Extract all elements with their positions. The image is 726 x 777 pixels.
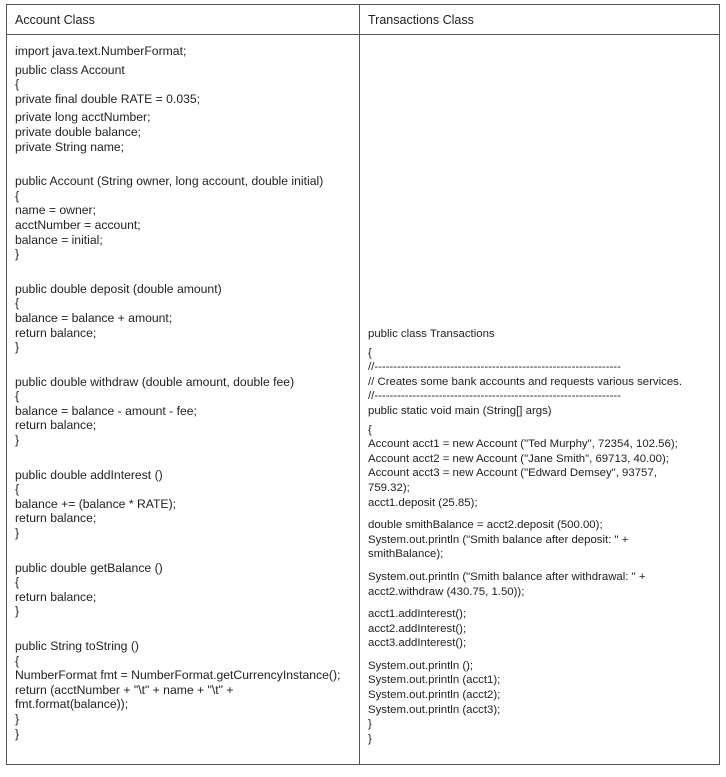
code-line: return balance;: [15, 325, 97, 340]
code-line: Account acct1 = new Account ("Ted Murphy", 72354, 102.56);: [368, 438, 678, 451]
code-line: public static void main (String[] args): [368, 404, 552, 417]
code-line: }: [15, 433, 20, 448]
code-line: {: [15, 482, 20, 497]
code-line: {: [368, 423, 372, 436]
code-line: return balance;: [15, 511, 97, 526]
transactions-class-code: [368, 327, 713, 746]
code-line: {: [15, 653, 20, 668]
code-line: private long acctNumber;: [15, 110, 151, 125]
code-line: }: [15, 526, 20, 541]
code-line: //-----------------------------------------------------------------: [368, 390, 621, 403]
code-line: return balance;: [15, 418, 97, 433]
code-line: System.out.println (acct2);: [368, 689, 501, 702]
code-line: public class Account: [15, 62, 125, 77]
header-account-class: Account Class: [7, 5, 360, 35]
code-line: }: [368, 732, 372, 745]
code-line: public String toString (): [15, 639, 139, 653]
column-divider: [359, 5, 360, 764]
code-line: smithBalance);: [368, 548, 444, 561]
code-line: }: [15, 711, 20, 726]
code-line: public double deposit (double amount): [15, 281, 222, 296]
code-line: {: [15, 188, 20, 203]
code-line: {: [15, 389, 20, 404]
code-line: }: [15, 726, 20, 741]
code-line: System.out.println ();: [368, 659, 474, 672]
code-line: double smithBalance = acct2.deposit (500.00);: [368, 519, 603, 532]
code-line: fmt.format(balance));: [15, 697, 129, 712]
code-line: public double getBalance (): [15, 560, 163, 575]
code-line: balance += (balance * RATE);: [15, 496, 177, 511]
code-line: System.out.println (acct3);: [368, 703, 501, 716]
header-transactions-class: Transactions Class: [360, 5, 719, 35]
code-line: // Creates some bank accounts and requests various services.: [368, 375, 683, 388]
code-line: public Account (String owner, long account, double initial): [15, 174, 324, 189]
code-line: import java.text.NumberFormat;: [15, 44, 187, 58]
code-line: acct2.addInterest();: [368, 622, 467, 635]
code-line: return balance;: [15, 589, 97, 604]
code-line: balance = balance - amount - fee;: [15, 403, 197, 418]
code-line: System.out.println ("Smith balance after withdrawal: " +: [368, 570, 646, 583]
code-line: acct2.withdraw (430.75, 1.50));: [368, 585, 525, 598]
code-line: }: [15, 340, 20, 355]
code-line: Account acct3 = new Account ("Edward Demsey", 93757,: [368, 467, 657, 480]
code-line: public double withdraw (double amount, double fee): [15, 374, 295, 389]
code-line: }: [15, 247, 20, 262]
code-line: {: [15, 575, 20, 590]
code-line: private String name;: [15, 139, 125, 154]
code-line: acct1.deposit (25.85);: [368, 496, 478, 509]
code-comparison-table: [6, 4, 720, 765]
code-line: {: [368, 346, 372, 359]
code-line: Account acct2 = new Account ("Jane Smith", 69713, 40.00);: [368, 452, 669, 465]
code-line: {: [15, 296, 20, 311]
code-line: acct3.addInterest();: [368, 637, 467, 650]
code-line: acctNumber = account;: [15, 217, 141, 232]
code-line: System.out.println ("Smith balance after deposit: " +: [368, 533, 629, 546]
code-line: }: [368, 718, 372, 731]
code-line: public double addInterest (): [15, 467, 163, 482]
code-line: name = owner;: [15, 203, 96, 218]
code-line: public class Transactions: [368, 328, 495, 340]
code-line: private double balance;: [15, 124, 142, 139]
code-line: return (acctNumber + "\t" + name + "\t" +: [15, 682, 234, 697]
code-line: NumberFormat fmt = NumberFormat.getCurrencyInstance();: [15, 668, 341, 683]
code-line: 759.32);: [368, 481, 410, 494]
account-class-code: [15, 44, 355, 741]
code-line: private final double RATE = 0.035;: [15, 91, 201, 106]
code-line: balance = initial;: [15, 232, 103, 247]
code-line: {: [15, 77, 20, 92]
code-line: balance = balance + amount;: [15, 310, 173, 325]
code-line: acct1.addInterest();: [368, 608, 467, 621]
code-line: //-----------------------------------------------------------------: [368, 361, 621, 374]
code-line: }: [15, 604, 20, 619]
code-line: System.out.println (acct1);: [368, 674, 501, 687]
